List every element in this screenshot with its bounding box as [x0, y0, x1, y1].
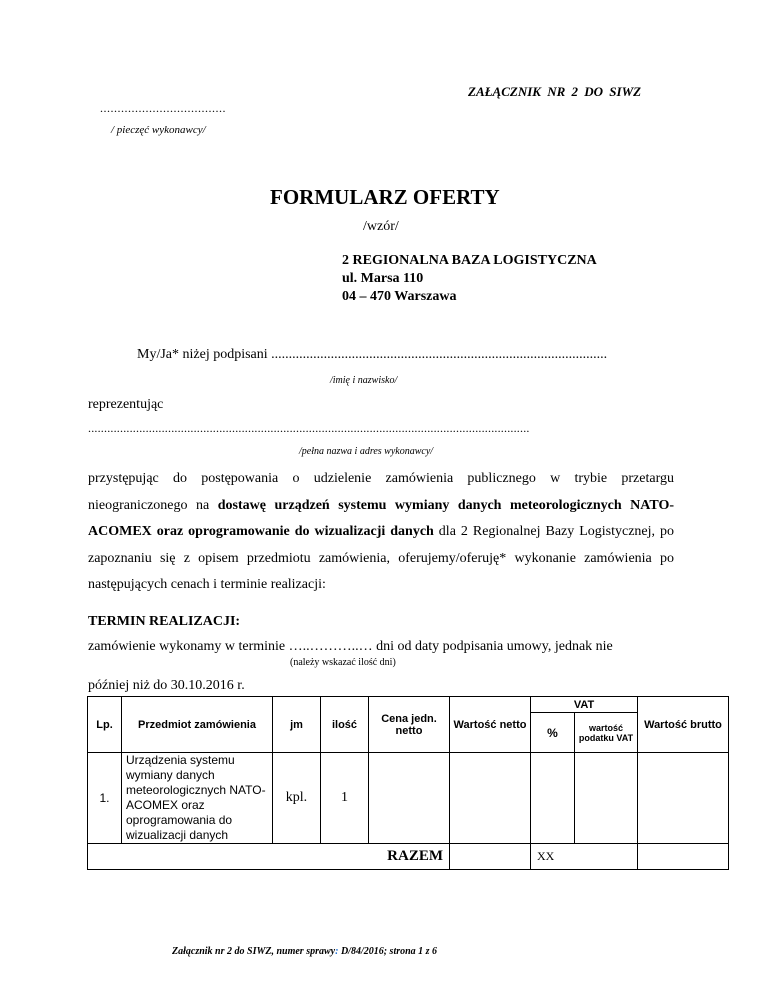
address-line-1: 2 REGIONALNA BAZA LOGISTYCZNA	[342, 253, 597, 268]
page-subtitle: /wzór/	[363, 219, 399, 234]
header-vat-amount: wartość podatku VAT	[575, 713, 638, 753]
header-unit: jm	[273, 697, 321, 753]
address-line-2: ul. Marsa 110	[342, 271, 424, 286]
annex-label: ZAŁĄCZNIK NR 2 DO SIWZ	[468, 84, 642, 99]
seal-dotted-line: ....................................	[100, 101, 226, 115]
total-label: RAZEM	[88, 844, 450, 870]
representing-label: reprezentując	[88, 397, 164, 412]
total-vat-percent: XX	[531, 844, 638, 870]
header-item: Przedmiot zamówienia	[122, 697, 273, 753]
footer-prefix: Załącznik nr 2 do SIWZ, numer sprawy	[172, 946, 336, 957]
header-qty: ilość	[321, 697, 369, 753]
offer-table	[87, 696, 729, 870]
row-vat-amount	[575, 753, 638, 844]
offer-paragraph	[88, 466, 674, 599]
row-vat-percent	[531, 753, 575, 844]
header-net-value: Wartość netto	[450, 697, 531, 753]
term-note: (należy wskazać ilość dni)	[290, 657, 396, 668]
footer-case-number: D/84/2016; strona 1 z 6	[338, 946, 438, 957]
term-heading: TERMIN REALIZACJI:	[88, 614, 241, 629]
term-line: zamówienie wykonamy w terminie …..………..… dni od daty podpisania umowy, jednak nie	[88, 639, 613, 654]
term-deadline: później niż do 30.10.2016 r.	[88, 678, 245, 693]
row-lp: 1.	[88, 753, 122, 844]
header-vat: VAT	[531, 697, 638, 713]
total-gross-value	[638, 844, 729, 870]
seal-label: / pieczęć wykonawcy/	[111, 124, 206, 136]
paragraph-subject: dostawę urządzeń systemu wymiany danych meteorologicznych NATO-ACOMEX oraz oprogramowanie do wizualizacji danych	[88, 497, 674, 539]
row-net-value	[450, 753, 531, 844]
page-title: FORMULARZ OFERTY	[270, 185, 500, 209]
total-row	[88, 844, 729, 870]
row-gross-value	[638, 753, 729, 844]
header-gross-value: Wartość brutto	[638, 697, 729, 753]
recipient-address	[342, 252, 597, 306]
address-line-3: 04 – 470 Warszawa	[342, 289, 457, 304]
paragraph-text-1: przystępując do postępowania o udzielenie zamówienia publicznego w trybie przetargu nieograniczonego na	[88, 471, 674, 513]
paragraph-text-2: dla 2 Regionalnej Bazy Logistycznej, po zapoznaniu się z opisem przedmiotu zamówienia, oferujemy/oferuję* wykonanie zamówienia po następujących cenach i terminie realizacji:	[88, 524, 675, 592]
page-footer	[172, 946, 437, 957]
row-unit: kpl.	[273, 753, 321, 844]
signatory-note: /imię i nazwisko/	[330, 375, 398, 386]
row-item: Urządzenia systemu wymiany danych meteorologicznych NATO-ACOMEX oraz oprogramowania do wizualizacji danych	[122, 753, 273, 844]
header-unit-price: Cena jedn. netto	[369, 697, 450, 753]
signatory-line: My/Ja* niżej podpisani ................................................................................................	[137, 347, 608, 362]
total-net-value	[450, 844, 531, 870]
table-row	[88, 753, 729, 844]
footer-colon: :	[335, 946, 339, 957]
header-lp: Lp.	[88, 697, 122, 753]
representing-dotted-line: ..........................................................................................................................................	[88, 421, 530, 435]
header-vat-percent: %	[531, 713, 575, 753]
row-unit-price	[369, 753, 450, 844]
row-qty: 1	[321, 753, 369, 844]
representing-note: /pełna nazwa i adres wykonawcy/	[299, 446, 434, 457]
